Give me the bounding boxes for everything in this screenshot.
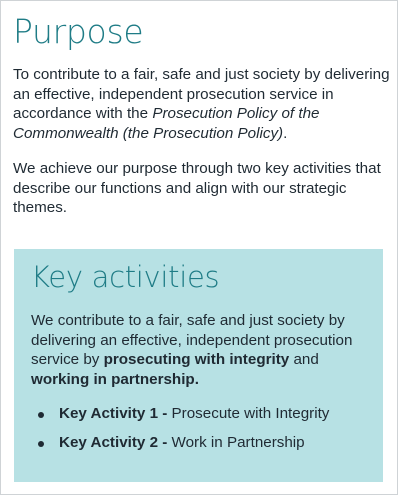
purpose-p1-end: . xyxy=(283,124,288,142)
key-activity-text: Work in Partnership xyxy=(171,433,305,451)
purpose-p1-text: To contribute to a fair, safe and just society by delivering an effective, independent prosecution service in accordance with the xyxy=(13,66,390,122)
purpose-paragraph-1 xyxy=(13,65,391,143)
key-activities-paragraph xyxy=(31,311,371,389)
key-activities-list xyxy=(31,404,376,461)
bullet-icon xyxy=(38,412,44,418)
bullet-icon xyxy=(38,441,44,447)
purpose-paragraph-2: We achieve our purpose through two key activities that describe our functions and align with our strategic themes. xyxy=(13,160,381,216)
key-p-bold-2: working in partnership. xyxy=(31,370,199,388)
key-p-bold-1: prosecuting with integrity xyxy=(103,351,290,368)
key-activity-label: Key Activity 1 - xyxy=(59,405,172,422)
purpose-heading: Purpose xyxy=(13,12,144,51)
key-activity-label: Key Activity 2 - xyxy=(59,433,172,451)
list-item xyxy=(31,433,376,453)
key-p-text: We contribute to a fair, safe and just society by delivering an effective, independent prosecution service by xyxy=(31,312,353,368)
purpose-p1-italic: Prosecution Policy of the Commonwealth (the Prosecution Policy) xyxy=(13,105,320,142)
list-item xyxy=(31,404,376,424)
key-activities-heading: Key activities xyxy=(31,260,220,294)
key-p-middle: and xyxy=(289,351,319,368)
key-activities-box xyxy=(14,249,383,482)
key-activity-text: Prosecute with Integrity xyxy=(171,405,330,422)
